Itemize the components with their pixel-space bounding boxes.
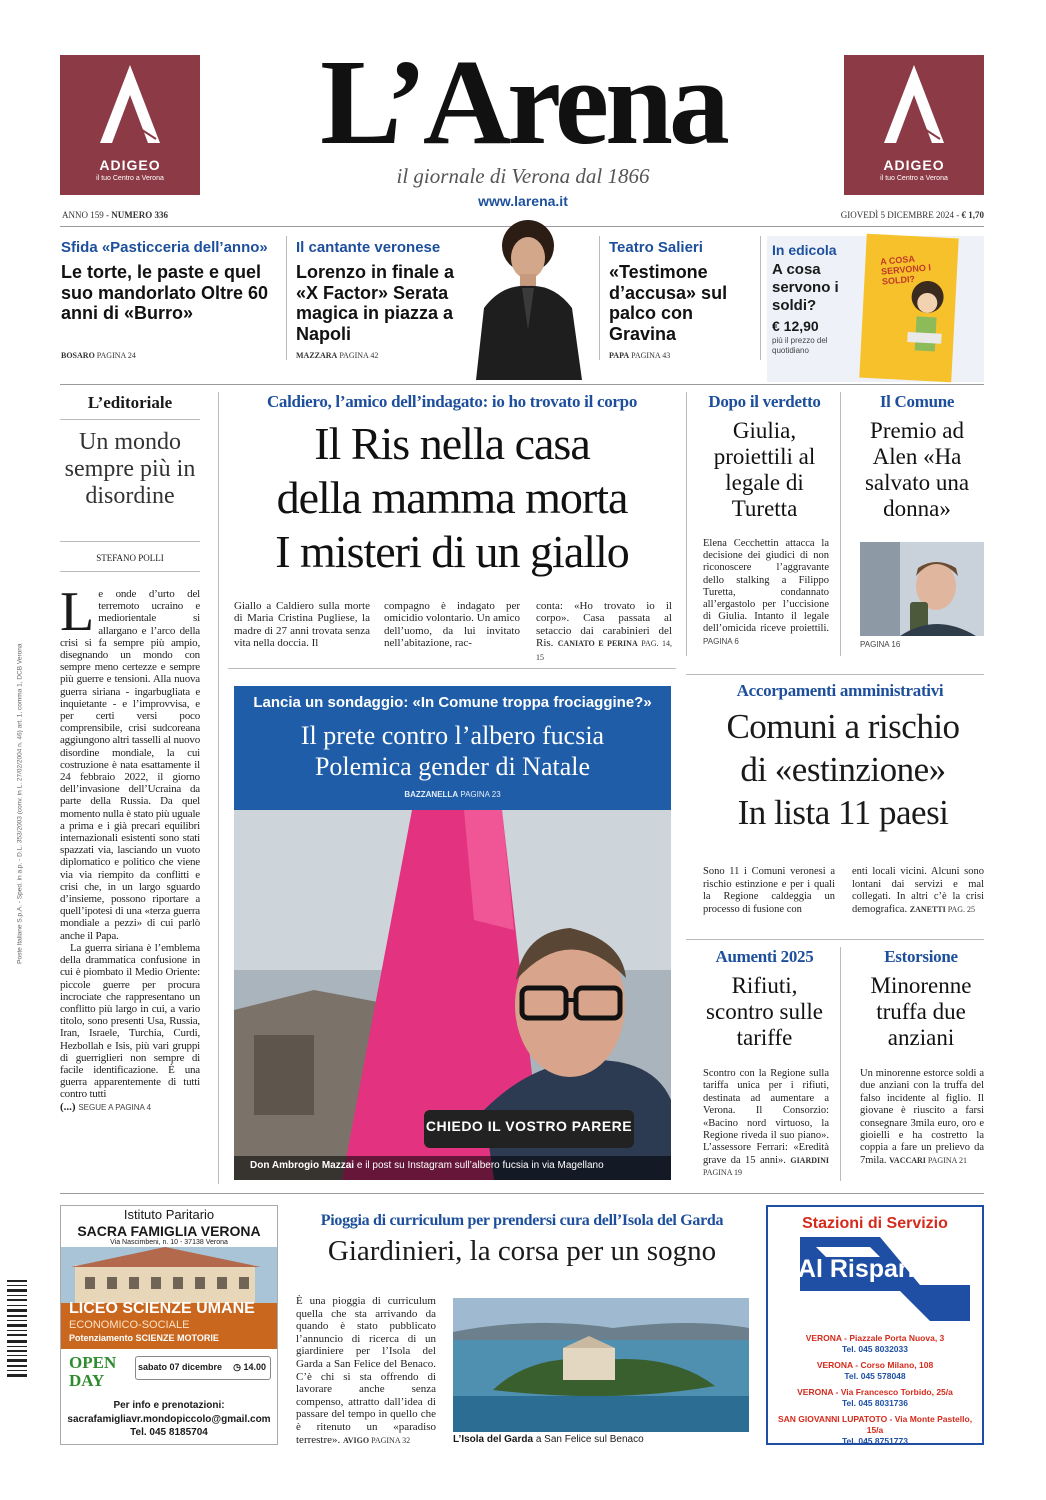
author: VACCARI	[889, 1155, 926, 1165]
page-ref: PAG. 25	[947, 904, 976, 914]
garda-caption	[453, 1434, 644, 1445]
station-city: SAN GIOVANNI LUPATOTO	[777, 1414, 888, 1424]
teaser-xfactor[interactable]	[296, 239, 456, 344]
alen-photo	[860, 542, 984, 636]
caption-rest: a San Felice sul Benaco	[535, 1434, 644, 1445]
page-ref: PAG. 14, 15	[536, 639, 673, 662]
lead-col2: compagno è indagato per omicidio volontario. Un amico dell’uomo, da lui invitato nell’abitazione, rac-	[384, 600, 520, 650]
teaser-salieri[interactable]	[609, 239, 759, 344]
edicola-price: € 12,90	[772, 318, 819, 334]
teaser-title: Lorenzo in finale a «X Factor» Serata magica in piazza a Napoli	[296, 262, 455, 344]
station-tel: Tel. 045 8751773	[841, 1436, 908, 1446]
comuni-title-line: In lista 11 paesi	[737, 793, 949, 832]
author: ZANETTI	[909, 904, 946, 914]
continue-link[interactable]: SEGUE A PAGINA 4	[78, 1102, 152, 1112]
caption-name: L’Isola del Garda	[453, 1434, 534, 1445]
postal-note: Poste Italiane S.p.A. - Sped. in a.p. - D.L. 353/2003 (conv. in L. 27/02/2004 n. 46) art. 1, comma 1, DCB Verona	[16, 643, 24, 964]
verdetto-title[interactable]: Giulia, proiettili al legale di Turetta	[713, 418, 816, 521]
estorsione-text: Un minorenne estorce soldi a due anziani con la truffa del falso incidente al figlio. Il giovane è riuscito a farsi consegnare 3mila euro, oro e gioielli e ha costretto la coppia a fare un prelievo da 7mila.	[860, 1068, 984, 1166]
editorial-body	[60, 588, 200, 1185]
edicola-box[interactable]	[767, 236, 984, 382]
masthead-tagline: il giornale di Verona dal 1866	[396, 164, 650, 188]
edicola-note: più il prezzo del quotidiano	[772, 336, 828, 355]
teaser-title: «Testimone d’accusa» sul palco con Gravina	[609, 262, 728, 344]
rifiuti-kicker: Aumenti 2025	[715, 947, 814, 966]
teaser-kicker: Il cantante veronese	[296, 239, 441, 256]
cartoon-icon	[900, 276, 953, 374]
teaser-pasticceria[interactable]	[61, 239, 281, 324]
issue-info: ANNO 159 - NUMERO 336	[62, 210, 168, 220]
teaser-byline	[61, 351, 136, 360]
anno: ANNO 159	[62, 210, 104, 220]
lead-title-line: della mamma morta	[276, 472, 628, 523]
teaser-kicker: Teatro Salieri	[609, 239, 703, 256]
ad-school-line1: Istituto Paritario	[123, 1207, 215, 1222]
author: MAZZARA	[296, 351, 338, 360]
comuni-title-line: di «estinzione»	[740, 750, 946, 789]
page-ref: PAGINA 21	[927, 1155, 967, 1165]
estorsione-title[interactable]: Minorenne truffa due anziani	[870, 973, 972, 1050]
lead-headline[interactable]	[228, 417, 676, 579]
comune-page: PAGINA 16	[860, 640, 901, 649]
comuni-kicker: Accorpamenti amministrativi	[736, 681, 944, 700]
page-ref: PAGINA 42	[339, 351, 379, 360]
comune-title[interactable]: Premio ad Alen «Ha salvato una donna»	[864, 418, 970, 521]
ad-school-email[interactable]: sacrafamigliavr.mondopiccolo@gmail.com	[67, 1414, 271, 1425]
comuni-col2-wrap	[852, 866, 984, 916]
teaser-kicker: Sfida «Pasticceria dell’anno»	[61, 239, 268, 256]
garda-kicker: Pioggia di curriculum per prendersi cura dell’Isola del Garda	[320, 1212, 724, 1229]
rifiuti-text: Scontro con la Regione sulla tariffa unica per i rifiuti, destinata ad aumentare a Verona. Il Consorzio: «Bacino nord virtuoso, la Regione riveda il suo piano». L’assessore Ferrari: «Eredità grave da 15 anni».	[703, 1068, 829, 1166]
verdetto-text: Elena Cecchettin attacca la decisione dei giudici di non riconoscere l’aggravante dello stalking a Filippo Turetta, condannato all’ergastolo per l’uccisione di Giulia. Intanto il legale dell’omicida riceve proiettili.	[703, 538, 829, 635]
lead-title-line: I misteri di un giallo	[275, 526, 629, 577]
teaser-byline	[609, 351, 670, 360]
ad-station-title1: Stazioni di Servizio	[802, 1215, 948, 1232]
page-ref: PAGINA 43	[631, 351, 671, 360]
garda-text: È una pioggia di curriculum quella che sta arrivando da quando è stato pubblicato l’annuncio di ricerca di un giardiniere per l’Isola del Garda a San Felice del Benaco. C’è chi si sta offrendo di lavorare anche senza compenso, attratto dall’idea di passare del tempo in quello che è ritenuto un «paradiso terrestre».	[296, 1295, 436, 1446]
ellipsis: (...)	[60, 1100, 76, 1113]
photo-title-line: Il prete contro l’albero fucsia	[300, 721, 605, 750]
station-addr: Via Monte Pastello, 15/a	[866, 1414, 973, 1435]
adigeo-name: ADIGEO	[883, 157, 945, 173]
ad-school-date-box	[135, 1356, 271, 1380]
page-ref: PAGINA 24	[96, 351, 136, 360]
photo-caption	[250, 1160, 604, 1171]
station-tel: Tel. 045 578048	[844, 1371, 906, 1381]
ad-station[interactable]	[766, 1205, 984, 1445]
adigeo-a-icon	[60, 55, 200, 155]
ad-school-time: 14.00	[243, 1362, 266, 1372]
editorial-title: Un mondo sempre più in disordine	[64, 429, 196, 509]
ad-school-tel: Tel. 045 8185704	[130, 1427, 208, 1438]
caption-name: Don Ambrogio Mazzai	[250, 1160, 355, 1171]
station-city: VERONA	[797, 1387, 834, 1397]
website-link[interactable]: www.larena.it	[478, 193, 568, 209]
masthead-title: L’Arena	[320, 35, 726, 170]
garda-title[interactable]: Giardinieri, la corsa per un sogno	[327, 1235, 717, 1267]
teaser-title: Le torte, le paste e quel suo mandorlato Oltre 60 anni di «Burro»	[61, 262, 269, 323]
ad-school-info: Per info e prenotazioni:	[113, 1400, 225, 1411]
photo-story-box[interactable]	[234, 686, 671, 1180]
comuni-col1: Sono 11 i Comuni veronesi a rischio estinzione e per i quali la Regione caldeggia un processo di fusione con	[703, 866, 835, 915]
lead-col3-wrap	[536, 600, 672, 664]
photo-kicker: Lancia un sondaggio: «In Comune troppa frociaggine?»	[253, 694, 652, 711]
lead-title-line: Il Ris nella casa	[314, 418, 590, 469]
author: PAPA	[609, 351, 630, 360]
adigeo-sub: il tuo Centro a Verona	[880, 175, 948, 182]
author: CANIATO E PERINA	[557, 639, 638, 649]
lead-col3: conta: «Ho trovato io il corpo». Casa passata al setaccio dai carabinieri del Ris.	[536, 600, 672, 650]
photo-title	[234, 720, 671, 782]
ad-school-eco: ECONOMICO-SOCIALE	[69, 1319, 190, 1331]
page-ref: PAGINA 6	[703, 636, 739, 646]
date-price: GIOVEDÌ 5 DICEMBRE 2024 - € 1,70	[840, 210, 984, 220]
lead-col1: Giallo a Caldiero sulla morte di Maria Cristina Pugliese, la madre di 27 anni trovata senza vita nella doccia. Il	[234, 600, 370, 650]
editorial-author: STEFANO POLLI	[96, 553, 164, 563]
caption-rest: e il post su Instagram sull’albero fucsia in via Magellano	[356, 1160, 604, 1171]
dropcap: L	[60, 588, 95, 643]
ad-school[interactable]	[60, 1205, 278, 1445]
adigeo-logo-right[interactable]	[844, 55, 984, 195]
page-ref: PAGINA 19	[703, 1168, 743, 1178]
station-addr: Via Francesco Torbido, 25/a	[840, 1387, 953, 1397]
issue-price: € 1,70	[961, 210, 984, 220]
book-cover	[859, 234, 958, 383]
station-city: VERONA	[805, 1333, 842, 1343]
editorial-text1: e onde d’urto del terremoto ucraino e mediorientale si allargano e l’arco della crisi si fa sempre più ampio, disegnando un mondo con sempre meno certezze e sempre più guerre e tensioni. Alla nuova guerra siriana - ingarbugliata e inquietante - e l’improvvisa, e per certi versi poco comprensibile, crisi sudcoreana aggiungono altri tasselli al nuovo disordine mondiale, la cui costruzione è nata esattamente il 24 febbraio 2022, il giorno dell’invasione dell’Ucraina da parte della Russia. Da quel momento nulla è stato più uguale a prima e i già precari equilibri internazionali esistenti sono stati spazzati via, lasciando un vuoto diplomatico e politico che viene via via riempito da conflitti e crisi che, in un largo sguardo d’insieme, possono riportare a quell’ipotesi di una «terza guerra mondiale a pezzi» di cui parlò anche il Papa.	[60, 588, 200, 942]
garda-text-wrap	[296, 1295, 436, 1447]
verdetto-text-wrap	[703, 538, 829, 648]
photo-byline	[234, 790, 671, 799]
estorsione-text-wrap	[860, 1068, 984, 1167]
station-addr: Piazzale Porta Nuova, 3	[849, 1333, 945, 1343]
issue-date: GIOVEDÌ 5 DICEMBRE 2024	[840, 210, 954, 220]
adigeo-sub: il tuo Centro a Verona	[96, 175, 164, 182]
comune-kicker: Il Comune	[879, 392, 955, 411]
ad-school-address: Via Nascimbeni, n. 10 - 37138 Verona	[110, 1239, 228, 1246]
comuni-title-line: Comuni a rischio	[726, 707, 960, 746]
garda-island-photo	[453, 1298, 749, 1432]
comuni-col2: enti locali vicini. Alcuni sono lontani dai servizi e mal collegati. In altri c’è la crisi demografica.	[852, 866, 984, 915]
lead-kicker: Caldiero, l’amico dell’indagato: io ho trovato il corpo	[266, 392, 638, 411]
teaser-byline	[296, 351, 378, 360]
numero: NUMERO 336	[111, 210, 168, 220]
author: AVIGO	[343, 1435, 370, 1445]
author: GIARDINI	[790, 1155, 830, 1165]
barcode-icon	[7, 1280, 29, 1380]
edicola-kicker: In edicola	[772, 242, 837, 258]
ad-school-openday: OPEN DAY	[69, 1353, 117, 1390]
page-ref: PAGINA 32	[371, 1435, 411, 1445]
station-list: VERONA - Piazzale Porta Nuova, 3 Tel. 045 8032033 VERONA - Corso Milano, 108 Tel. 045 578048 VERONA - Via Francesco Torbido, 25/a Tel. 045 8031736 SAN GIOVANNI LUPATOTO - Via Monte Pastello, 15/a Tel. 045 8751773	[772, 1333, 978, 1447]
singer-photo	[462, 210, 592, 380]
edicola-title: A cosa servono i soldi?	[772, 261, 839, 314]
editorial-label: L’editoriale	[87, 393, 173, 412]
comuni-headline[interactable]	[696, 705, 990, 834]
author: BAZZANELLA	[404, 790, 459, 799]
adigeo-a-icon	[844, 55, 984, 155]
station-tel: Tel. 045 8032033	[841, 1344, 908, 1354]
editorial-text2: La guerra siriana è l’emblema della drammatica confusione in cui è piombato il Medio Oriente: piccole guerre per procura incrociate che rappresentano un conflitto più largo in cui, a vario titolo, sono presenti Usa, Russia, Iran, Israele, Turchia, Curdi, Hezbollah e Isis, più vari gruppi di guerriglieri non sempre di facile identificazione. È una guerra apparentemente di tutti contro tutti	[60, 941, 200, 1101]
station-city: VERONA	[816, 1360, 853, 1370]
ad-school-pot: Potenziamento SCIENZE MOTORIE	[69, 1333, 219, 1343]
rifiuti-text-wrap	[703, 1068, 829, 1180]
ad-school-liceo: LICEO SCIENZE UMANE	[69, 1300, 255, 1317]
verdetto-kicker: Dopo il verdetto	[708, 392, 821, 411]
ad-school-date: sabato 07 dicembre	[138, 1362, 223, 1372]
adigeo-name: ADIGEO	[99, 157, 161, 173]
ad-school-line2: SACRA FAMIGLIA VERONA	[77, 1223, 261, 1239]
adigeo-logo-left[interactable]	[60, 55, 200, 195]
page-ref: PAGINA 23	[460, 790, 501, 799]
photo-overlay: CHIEDO IL VOSTRO PARERE	[425, 1118, 633, 1134]
clock-icon: ◷ 14.00	[233, 1362, 266, 1372]
station-tel: Tel. 045 8031736	[841, 1398, 908, 1408]
book-title: A COSA SERVONO I SOLDI?	[879, 253, 932, 287]
author: BOSARO	[61, 351, 95, 360]
estorsione-kicker: Estorsione	[884, 947, 958, 966]
photo-title-line: Polemica gender di Natale	[314, 752, 591, 781]
rifiuti-title[interactable]: Rifiuti, scontro sulle tariffe	[706, 973, 823, 1050]
station-addr: Corso Milano, 108	[860, 1360, 934, 1370]
ad-station-title2: Al Risparmio	[797, 1255, 953, 1283]
